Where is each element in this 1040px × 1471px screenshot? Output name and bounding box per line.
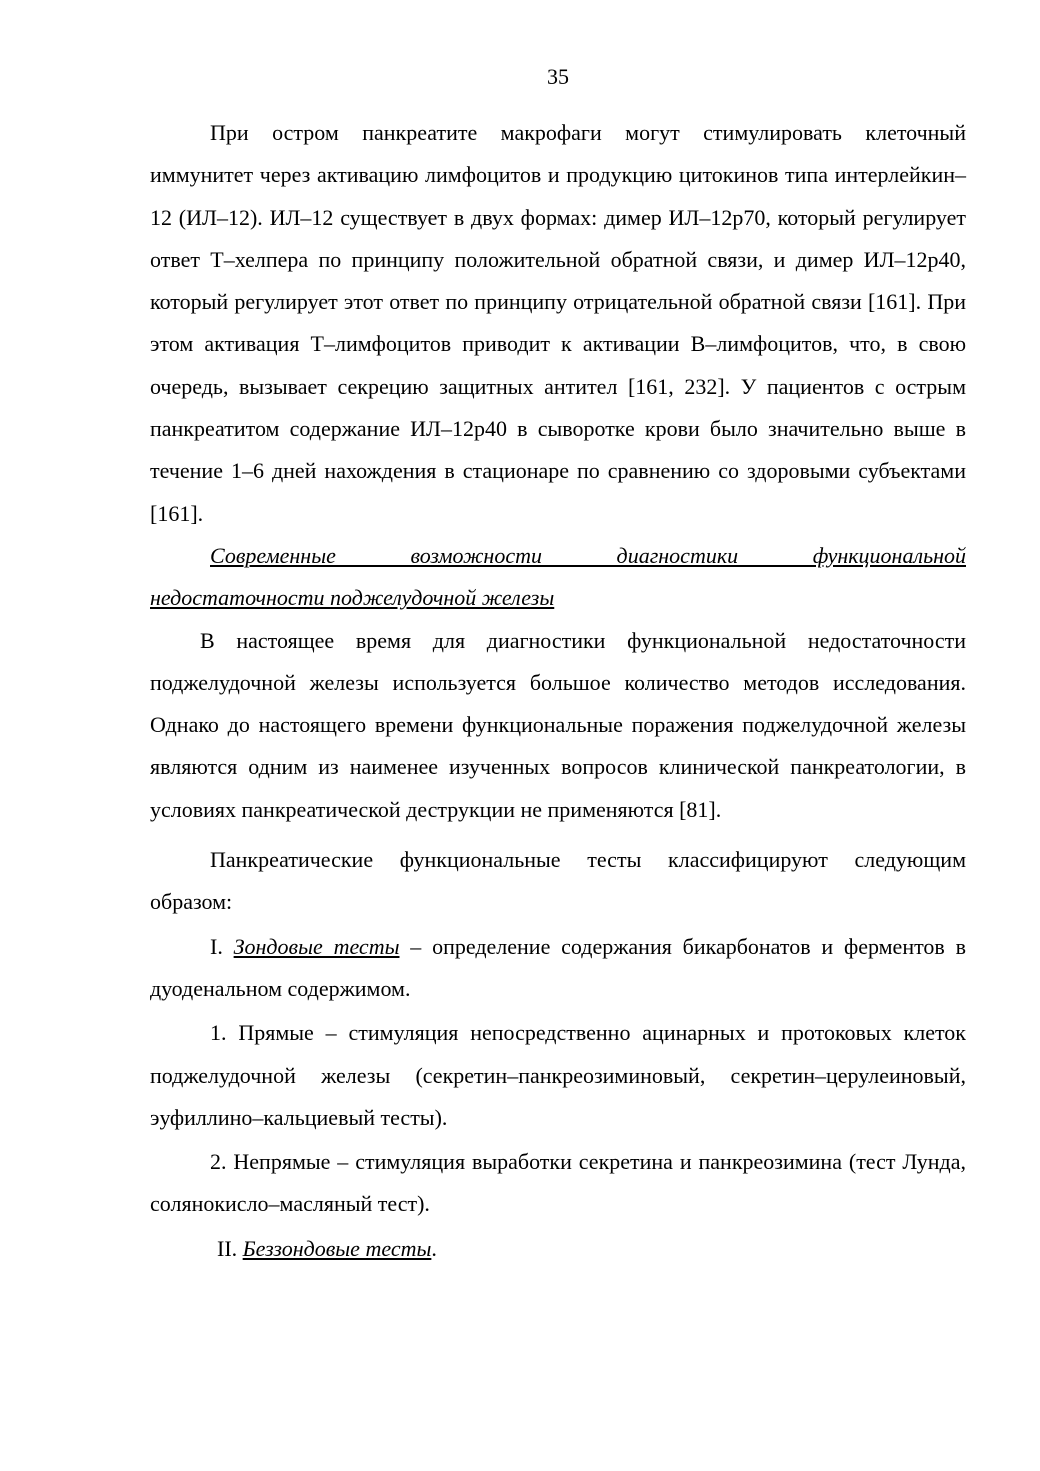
list-numeral-i: I. [210,933,223,959]
probe-tests-description: – определение содержания бикарбонатов и ферментов в дуоденальном содержимом. [150,933,966,1001]
list-item-probe-tests [150,926,966,1011]
list-item-indirect-tests: 2. Непрямые – стимуляция выработки секретина и панкреозимина (тест Лунда, солянокисло–масляный тест). [150,1149,966,1217]
section-heading-line-1: Современные возможности диагностики функциональной [210,542,966,568]
term-probe-tests: Зондовые тесты [233,933,400,959]
paragraph-classification: Панкреатические функциональные тесты классифицируют следующим образом: [150,847,966,915]
section-heading-line-2: недостаточности поджелудочной железы [150,585,555,611]
list-numeral-ii: II. [217,1235,238,1261]
paragraph-diagnostics: В настоящее время для диагностики функциональной недостаточности поджелудочной железы используется большое количество методов исследования. Однако до настоящего времени функциональные поражения поджелудочной железы являются одним из наименее изученных вопросов клинической панкреатологии, в условиях панкреатической деструкции не применяются [81]. [150,627,966,822]
section-heading [150,535,966,620]
paragraph-cytokines: При остром панкреатите макрофаги могут стимулировать клеточный иммунитет через активацию лимфоцитов и продукцию цитокинов типа интерлейкин–12 (ИЛ–12). ИЛ–12 существует в двух формах: димер ИЛ–12р70, который регулирует ответ Т–хелпера по принципу положительной обратной связи, и димер ИЛ–12р40, который регулирует этот ответ по принципу отрицательной обратной связи [161]. При этом активация Т–лимфоцитов приводит к активации В–лимфоцитов, что, в свою очередь, вызывает секрецию защитных антител [161, 232]. У пациентов с острым панкреатитом содержание ИЛ–12р40 в сыворотке крови было значительно выше в течение 1–6 дней нахождения в стационаре по сравнению со здоровыми субъектами [161]. [150,120,966,526]
list-item-probeless-tests [150,1228,966,1270]
page-number: 35 [547,64,569,89]
page-body [150,112,966,1270]
term-probeless-tests: Беззондовые тесты [242,1235,432,1261]
list-item-direct-tests: 1. Прямые – стимуляция непосредственно ацинарных и протоковых клеток поджелудочной железы (секретин–панкреозиминовый, секретин–церулеиновый, эуфиллино–кальциевый тесты). [150,1020,966,1130]
probeless-tests-end: . [431,1235,437,1261]
